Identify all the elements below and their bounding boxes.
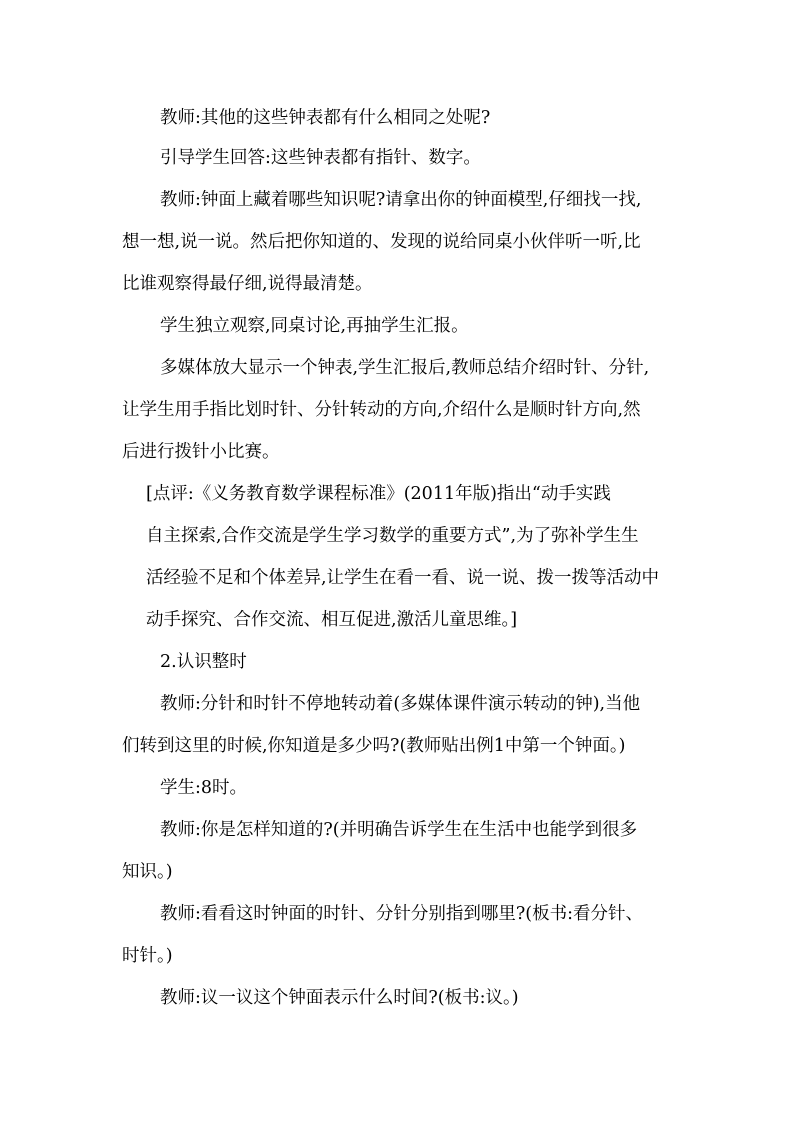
text-line: 动手探究、合作交流、相互促进,激活儿童思维。]: [146, 610, 518, 630]
text-line: 知识。): [122, 862, 173, 882]
text-line: 比谁观察得最仔细,说得最清楚。: [122, 274, 373, 294]
text-line: 教师:分针和时针不停地转动着(多媒体课件演示转动的钟),当他: [160, 694, 641, 714]
text-line: 学生:8时。: [160, 778, 248, 798]
text-line: 让学生用手指比划时针、分针转动的方向,介绍什么是顺时针方向,然: [122, 400, 641, 420]
text-line: 引导学生回答:这些钟表都有指针、数字。: [160, 148, 481, 168]
text-line: 活经验不足和个体差异,让学生在看一看、说一说、拨一拨等活动中: [146, 568, 660, 588]
text-line: 多媒体放大显示一个钟表,学生汇报后,教师总结介绍时针、分针,: [160, 358, 650, 378]
text-line: 教师:议一议这个钟面表示什么时间?(板书:议。): [160, 988, 519, 1008]
text-line: 后进行拨针小比赛。: [122, 442, 280, 462]
text-line: 教师:你是怎样知道的?(并明确告诉学生在生活中也能学到很多: [160, 820, 638, 840]
text-line: 2.认识整时: [160, 652, 247, 672]
text-line: [点评:《义务教育数学课程标准》(2011年版)指出“动手实践: [146, 484, 611, 504]
text-line: 时针。): [122, 946, 173, 966]
text-line: 教师:其他的这些钟表都有什么相同之处呢?: [160, 108, 491, 128]
text-line: 自主探索,合作交流是学生学习数学的重要方式”,为了弥补学生生: [146, 526, 639, 546]
text-line: 们转到这里的时候,你知道是多少吗?(教师贴出例1中第一个钟面。): [122, 736, 626, 756]
text-line: 教师:看看这时钟面的时针、分针分别指到哪里?(板书:看分针、: [160, 904, 643, 924]
text-line: 学生独立观察,同桌讨论,再抽学生汇报。: [160, 316, 469, 336]
text-line: 教师:钟面上藏着哪些知识呢?请拿出你的钟面模型,仔细找一找,: [160, 190, 642, 210]
text-line: 想一想,说一说。然后把你知道的、发现的说给同桌小伙伴听一听,比: [122, 232, 641, 252]
